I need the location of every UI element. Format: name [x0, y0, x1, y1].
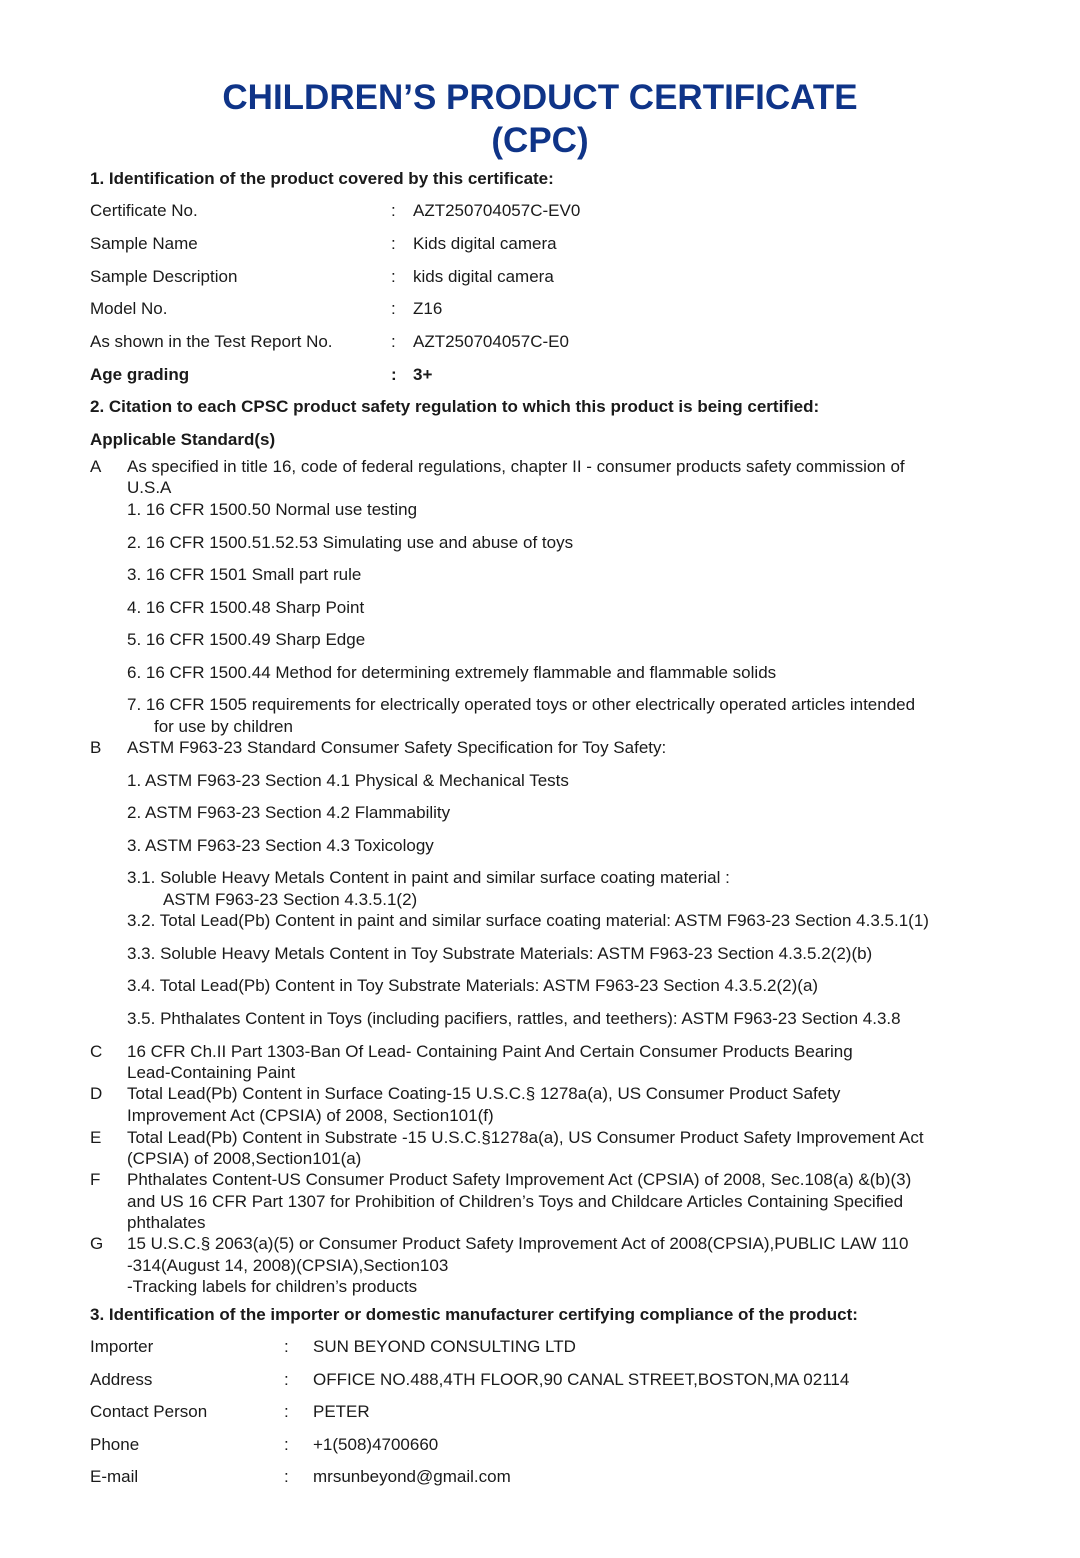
standard-e-text: Total Lead(Pb) Content in Substrate -15 U.S.C.§1278a(a), US Consumer Product Safety Improvement Act [127, 1128, 924, 1147]
separator: : [391, 365, 397, 384]
standard-d-text-cont: Improvement Act (CPSIA) of 2008, Section101(f) [127, 1106, 494, 1125]
standard-g-text: 15 U.S.C.§ 2063(a)(5) or Consumer Product Safety Improvement Act of 2008(CPSIA),PUBLIC LAW 110 [127, 1234, 909, 1253]
document-title: CHILDREN’S PRODUCT CERTIFICATE [222, 78, 858, 117]
standard-b-item: 2. ASTM F963-23 Section 4.2 Flammability [127, 803, 451, 822]
address-value: OFFICE NO.488,4TH FLOOR,90 CANAL STREET,BOSTON,MA 02114 [313, 1370, 850, 1389]
standard-a-item: 1. 16 CFR 1500.50 Normal use testing [127, 500, 418, 519]
contact-person-value: PETER [313, 1402, 370, 1421]
standard-a-item: 7. 16 CFR 1505 requirements for electrically operated toys or other electrically operated articles intended [127, 695, 916, 714]
standard-d-letter: D [90, 1084, 103, 1103]
separator: : [391, 299, 396, 318]
separator: : [284, 1402, 289, 1421]
applicable-standards-heading: Applicable Standard(s) [90, 430, 276, 449]
standard-b-subitem: 3.2. Total Lead(Pb) Content in paint and similar surface coating material: ASTM F963-23 Section 4.3.5.1(1) [127, 911, 929, 930]
certificate-no-value: AZT250704057C-EV0 [413, 201, 581, 220]
email-label: E-mail [90, 1467, 139, 1486]
standard-b-subitem: 3.4. Total Lead(Pb) Content in Toy Substrate Materials: ASTM F963-23 Section 4.3.5.2(2)(a) [127, 976, 819, 995]
standard-a-text-cont: U.S.A [127, 478, 172, 497]
age-grading-label: Age grading [90, 365, 190, 384]
standard-b-text: ASTM F963-23 Standard Consumer Safety Specification for Toy Safety: [127, 738, 667, 757]
separator: : [391, 201, 396, 220]
phone-label: Phone [90, 1435, 140, 1454]
standard-b-subitem: 3.3. Soluble Heavy Metals Content in Toy Substrate Materials: ASTM F963-23 Section 4.3.5.2(2)(b) [127, 944, 873, 963]
separator: : [391, 234, 396, 253]
test-report-no-label: As shown in the Test Report No. [90, 332, 333, 351]
standard-g-letter: G [90, 1234, 104, 1253]
importer-label: Importer [90, 1337, 154, 1356]
sample-name-label: Sample Name [90, 234, 198, 253]
standard-b-letter: B [90, 738, 102, 757]
standard-c-text-cont: Lead-Containing Paint [127, 1063, 296, 1082]
standard-a-item-cont: for use by children [154, 717, 293, 736]
contact-person-label: Contact Person [90, 1402, 208, 1421]
section2-heading: 2. Citation to each CPSC product safety regulation to which this product is being certified: [90, 397, 820, 416]
certificate-no-label: Certificate No. [90, 201, 198, 220]
separator: : [391, 267, 396, 286]
standard-f-letter: F [90, 1170, 101, 1189]
standard-f-text-cont: and US 16 CFR Part 1307 for Prohibition of Children’s Toys and Childcare Articles Containing Specified [127, 1192, 904, 1211]
standard-b-item: 1. ASTM F963-23 Section 4.1 Physical & Mechanical Tests [127, 771, 569, 790]
standard-a-item: 4. 16 CFR 1500.48 Sharp Point [127, 598, 365, 617]
standard-e-text-cont: (CPSIA) of 2008,Section101(a) [127, 1149, 362, 1168]
standard-f-text-cont: phthalates [127, 1213, 206, 1232]
sample-description-label: Sample Description [90, 267, 238, 286]
sample-description-value: kids digital camera [413, 267, 554, 286]
standard-g-text-cont: -Tracking labels for children’s products [127, 1277, 418, 1296]
standard-a-text: As specified in title 16, code of federal regulations, chapter II - consumer products safety commission of [127, 457, 905, 476]
document-title-abbreviation: (CPC) [491, 121, 589, 160]
standard-g-text-cont: -314(August 14, 2008)(CPSIA),Section103 [127, 1256, 449, 1275]
separator: : [284, 1435, 289, 1454]
standard-c-letter: C [90, 1042, 103, 1061]
importer-value: SUN BEYOND CONSULTING LTD [313, 1337, 576, 1356]
standard-f-text: Phthalates Content-US Consumer Product Safety Improvement Act (CPSIA) of 2008, Sec.108(a) &(b)(3) [127, 1170, 912, 1189]
age-grading-value: 3+ [413, 365, 433, 384]
separator: : [284, 1467, 289, 1486]
test-report-no-value: AZT250704057C-E0 [413, 332, 569, 351]
email-value: mrsunbeyond@gmail.com [313, 1467, 511, 1486]
standard-a-item: 3. 16 CFR 1501 Small part rule [127, 565, 362, 584]
separator: : [391, 332, 396, 351]
standard-a-item: 5. 16 CFR 1500.49 Sharp Edge [127, 630, 366, 649]
standard-d-text: Total Lead(Pb) Content in Surface Coating-15 U.S.C.§ 1278a(a), US Consumer Product Safety [127, 1084, 841, 1103]
standard-b-subitem: 3.1. Soluble Heavy Metals Content in paint and similar surface coating material : [127, 868, 730, 887]
section1-heading: 1. Identification of the product covered by this certificate: [90, 169, 554, 188]
standard-b-subitem: 3.5. Phthalates Content in Toys (including pacifiers, rattles, and teethers): ASTM F963-23 Section 4.3.8 [127, 1009, 901, 1028]
model-no-label: Model No. [90, 299, 168, 318]
separator: : [284, 1370, 289, 1389]
address-label: Address [90, 1370, 153, 1389]
standard-a-item: 6. 16 CFR 1500.44 Method for determining extremely flammable and flammable solids [127, 663, 777, 682]
standard-b-subitem-cont: ASTM F963-23 Section 4.3.5.1(2) [163, 890, 418, 909]
sample-name-value: Kids digital camera [413, 234, 557, 253]
standard-a-item: 2. 16 CFR 1500.51.52.53 Simulating use and abuse of toys [127, 533, 574, 552]
phone-value: +1(508)4700660 [313, 1435, 439, 1454]
standard-b-item: 3. ASTM F963-23 Section 4.3 Toxicology [127, 836, 434, 855]
separator: : [284, 1337, 289, 1356]
section3-heading: 3. Identification of the importer or domestic manufacturer certifying compliance of the product: [90, 1305, 858, 1324]
standard-e-letter: E [90, 1128, 102, 1147]
model-no-value: Z16 [413, 299, 443, 318]
standard-a-letter: A [90, 457, 102, 476]
standard-c-text: 16 CFR Ch.II Part 1303-Ban Of Lead- Containing Paint And Certain Consumer Products Bearing [127, 1042, 853, 1061]
